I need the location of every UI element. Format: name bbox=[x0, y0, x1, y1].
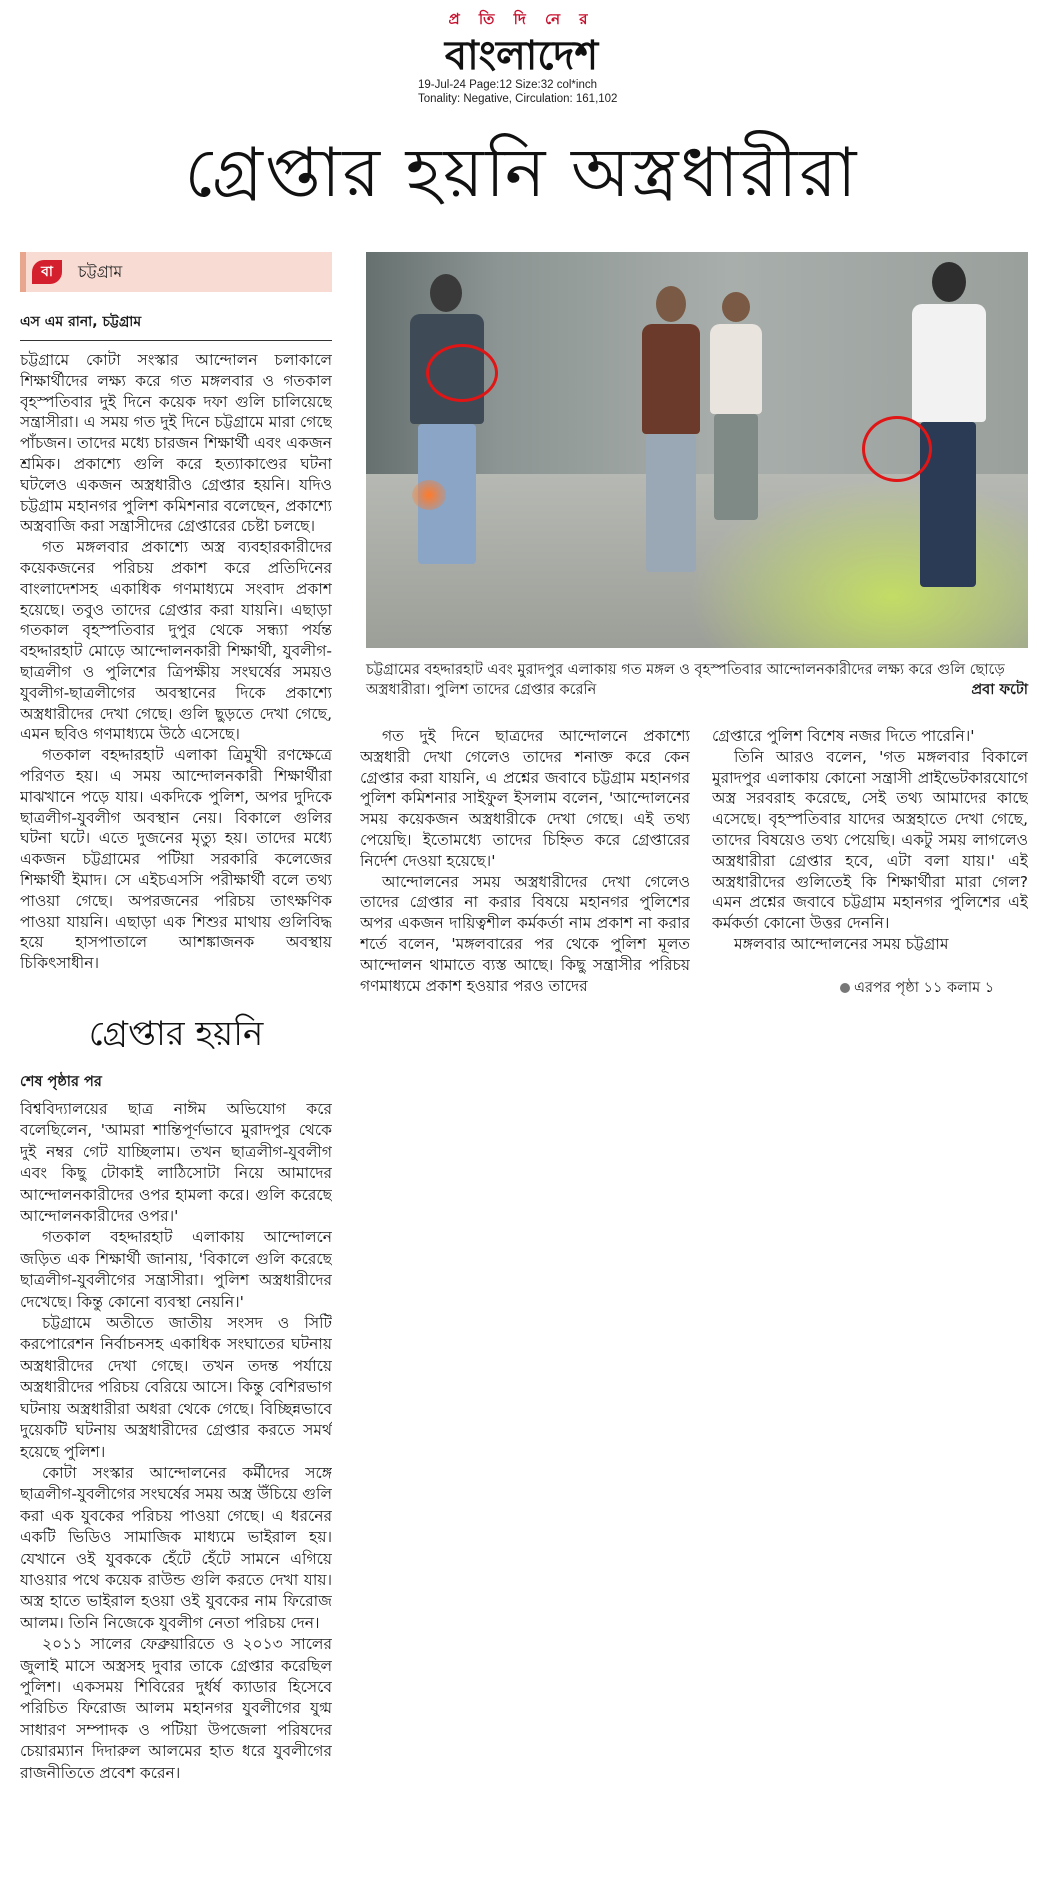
bullet-icon bbox=[840, 983, 850, 993]
photo-person-back bbox=[706, 292, 766, 522]
byline: এস এম রানা, চট্টগ্রাম bbox=[20, 310, 332, 341]
masthead bbox=[0, 8, 1043, 78]
photo-person-left bbox=[406, 274, 486, 574]
paragraph: তিনি আরও বলেন, 'গত মঙ্গলবার বিকালে মুরাদপুর এলাকায় কোনো সন্ত্রাসী প্রাইভেটকারযোগে অস্ত্র সরবরাহ করেছে, সেই তথ্য আমাদের কাছে এসেছে। বৃহস্পতিবার যাদের অস্ত্রহাতে দেখা গেছে, তাদের বিষয়েও তথ্য পেয়েছি। একটু সময় লাগলেও অস্ত্রধারীরা গ্রেপ্তার হবে, এটা বলা যায়।' এই অস্ত্রধারীদের গুলিতেই কি শিক্ষার্থীরা মারা গেল? এমন প্রশ্নের জবাবে চট্টগ্রাম মহানগর পুলিশের এই কর্মকর্তা কোনো উত্তর দেননি। bbox=[712, 747, 1028, 933]
article-column-4 bbox=[20, 1099, 332, 1889]
paragraph: গতকাল বহদ্দারহাট এলাকায় আন্দোলনে জড়িত এক শিক্ষার্থী জানায়, 'বিকালে গুলি করেছে ছাত্রলীগ-যুবলীগের সন্ত্রাসীরা। পুলিশ অস্ত্রধারীদের দেখেছে। কিন্তু কোনো ব্যবস্থা নেয়নি।' bbox=[20, 1228, 332, 1311]
newspaper-logo: বাংলাদেশ bbox=[444, 33, 599, 79]
main-headline: গ্রেপ্তার হয়নি অস্ত্রধারীরা bbox=[184, 134, 859, 213]
metadata-line-1: 19-Jul-24 Page:12 Size:32 col*inch bbox=[418, 79, 598, 91]
continued-notice bbox=[840, 977, 994, 1001]
section-logo-icon: বা bbox=[32, 260, 62, 284]
clipping-metadata bbox=[418, 78, 617, 106]
continued-text: এরপর পৃষ্ঠা ১১ কলাম ১ bbox=[854, 980, 995, 996]
paragraph: বিশ্ববিদ্যালয়ের ছাত্র নাঈম অভিযোগ করে বলেছিলেন, 'আমরা শান্তিপূর্ণভাবে মুরাদপুর থেকে দুই নম্বর গেট যাচ্ছিলাম। তখন ছাত্রলীগ-যুবলীগ এবং কিছু টোকাই লাঠিসোটা নিয়ে আমাদের আন্দোলনকারীদের ওপর হামলা করে। গুলি করেছে আন্দোলনকারীদের ওপর।' bbox=[20, 1100, 332, 1226]
article-column-3 bbox=[712, 726, 1028, 996]
photo-caption bbox=[366, 660, 1028, 700]
photo-flare bbox=[412, 480, 446, 510]
paragraph: ২০১১ সালের ফেব্রুয়ারিতে ও ২০১৩ সালের জুলাই মাসে অস্ত্রসহ দুবার তাকে গ্রেপ্তার করেছিল পুলিশ। একসময় শিবিরের দুর্ধর্ষ ক্যাডার হিসেবে পরিচিত ফিরোজ আলম মহানগর যুবলীগের যুগ্ম সাধারণ সম্পাদক ও পটিয়া উপজেলা পরিষদের চেয়ারম্যান দিদারুল আলমের হাত ধরে যুবলীগের রাজনীতিতে প্রবেশ করেন। bbox=[20, 1635, 332, 1782]
highlight-circle-left bbox=[426, 344, 498, 402]
jump-label: শেষ পৃষ্ঠার পর bbox=[20, 1074, 102, 1090]
section-name: চট্টগ্রাম bbox=[78, 261, 123, 281]
paragraph: চট্টগ্রামে কোটা সংস্কার আন্দোলন চলাকালে শিক্ষার্থীদের লক্ষ্য করে গত মঙ্গলবার ও গতকাল বৃহস্পতিবার দুই দিনে কয়েক দফা গুলি চালিয়েছে সন্ত্রাসীরা। এ সময় গত দুই দিনে চট্টগ্রামে মারা গেছে পাঁচজন। তাদের মধ্যে চারজন শিক্ষার্থী এবং একজন শ্রমিক। প্রকাশ্যে গুলি করে হত্যাকাণ্ডের ঘটনা ঘটলেও একজন অস্ত্রধারীও গ্রেপ্তার হয়নি। যদিও চট্টগ্রাম মহানগর পুলিশ কমিশনার বলেছেন, প্রকাশ্যে অস্ত্রবাজি করা সন্ত্রাসীদের গ্রেপ্তারের চেষ্টা চলছে। bbox=[20, 351, 332, 536]
caption-text: চট্টগ্রামের বহদ্দারহাট এবং মুরাদপুর এলাকায় গত মঙ্গল ও বৃহস্পতিবার আন্দোলনকারীদের লক্ষ্য করে গুলি ছোড়ে অস্ত্রধারীরা। পুলিশ তাদের গ্রেপ্তার করেনি bbox=[366, 662, 1005, 698]
jump-headline: গ্রেপ্তার হয়নি bbox=[88, 1014, 264, 1054]
section-banner bbox=[20, 252, 332, 292]
masthead-tagline: প্র তি দি নে র bbox=[448, 10, 595, 28]
article-column-2 bbox=[360, 726, 690, 1006]
paragraph: গত মঙ্গলবার প্রকাশ্যে অস্ত্র ব্যবহারকারীদের কয়েকজনের পরিচয় প্রকাশ করে প্রতিদিনের বাংলাদেশসহ একাধিক গণমাধ্যমে সংবাদ প্রকাশ হয়েছে। তবুও তাদের গ্রেপ্তার করা যায়নি। এছাড়া গতকাল বৃহস্পতিবার দুপুর থেকে সন্ধ্যা পর্যন্ত বহদ্দারহাট মোড়ে আন্দোলনকারী শিক্ষার্থী, যুবলীগ-ছাত্রলীগ ও পুলিশের ত্রিপক্ষীয় সংঘর্ষের সময়ও যুবলীগ-ছাত্রলীগের অবস্থানের দিকে প্রকাশ্যে অস্ত্রধারীদের দেখা গেছে। গুলি ছুড়তে দেখা গেছে, এমন ছবিও গণমাধ্যমে উঠে এসেছে। bbox=[20, 538, 332, 744]
news-photo bbox=[366, 252, 1028, 648]
paragraph: কোটা সংস্কার আন্দোলনের কর্মীদের সঙ্গে ছাত্রলীগ-যুবলীগের সংঘর্ষের সময় অস্ত্র উঁচিয়ে গুলি করা এক যুবকের পরিচয় পাওয়া গেছে। এ ধরনের একটি ভিডিও সামাজিক মাধ্যমে ভাইরাল হয়। যেখানে ওই যুবককে হেঁটে হেঁটে সামনে এগিয়ে যাওয়ার পথে কয়েক রাউন্ড গুলি করতে দেখা যায়। অস্ত্র হাতে ভাইরাল হওয়া ওই যুবকের নাম ফিরোজ আলম। তিনি নিজেকে যুবলীগ নেতা পরিচয় দেন। bbox=[20, 1463, 332, 1632]
paragraph: গতকাল বহদ্দারহাট এলাকা ত্রিমুখী রণক্ষেত্রে পরিণত হয়। এ সময় আন্দোলনকারী শিক্ষার্থীরা মাঝখানে পড়ে যায়। একদিকে পুলিশ, অপর দুদিকে ছাত্রলীগ-যুবলীগ অবস্থান নেয়। বিকালে গুলির ঘটনা ঘটে। এতে দুজনের মৃত্যু হয়। তাদের মধ্যে একজন চট্টগ্রামের পটিয়া সরকারি কলেজের শিক্ষার্থী ইমাদ। সে এইচএসসি পরীক্ষার্থী বলে তথ্য পাওয়া গেছে। অপরজনের পরিচয় তাৎক্ষণিক পাওয়া যায়নি। এছাড়া এক শিশুর মাথায় গুলিবিদ্ধ হয়ে হাসপাতালে আশঙ্কাজনক অবস্থায় চিকিৎসাধীন। bbox=[20, 746, 332, 973]
paragraph: গ্রেপ্তারে পুলিশ বিশেষ নজর দিতে পারেনি।' bbox=[712, 727, 975, 745]
metadata-line-2: Tonality: Negative, Circulation: 161,102 bbox=[418, 93, 618, 105]
photo-credit: প্রবা ফটো bbox=[971, 682, 1028, 698]
photo-person-center bbox=[636, 286, 706, 576]
paragraph: আন্দোলনের সময় অস্ত্রধারীদের দেখা গেলেও তাদের গ্রেপ্তার না করার বিষয়ে মহানগর পুলিশের অপর একজন দায়িত্বশীল কর্মকর্তা নাম প্রকাশ না করার শর্তে বলেন, 'মঙ্গলবারের পর থেকে পুলিশ মূলত আন্দোলন থামাতে ব্যস্ত আছে। কিছু সন্ত্রাসীর পরিচয় গণমাধ্যমে প্রকাশ হওয়ার পরও তাদের bbox=[360, 872, 690, 995]
paragraph: মঙ্গলবার আন্দোলনের সময় চট্টগ্রাম bbox=[734, 934, 949, 953]
paragraph: চট্টগ্রামে অতীতে জাতীয় সংসদ ও সিটি করপোরেশন নির্বাচনসহ একাধিক সংঘাতের ঘটনায় অস্ত্রধারীদের দেখা গেছে। তখন তদন্ত পর্যায়ে অস্ত্রধারীদের পরিচয় বেরিয়ে আসে। কিন্তু বেশিরভাগ ঘটনায় অস্ত্রধারীরা অধরা থেকে গেছে। বিচ্ছিন্নভাবে দুয়েকটি ঘটনায় অস্ত্রধারীদের গ্রেপ্তার করতে সমর্থ হয়েছে পুলিশ। bbox=[20, 1314, 332, 1461]
article-column-1 bbox=[20, 350, 332, 1030]
highlight-circle-right bbox=[862, 416, 932, 482]
paragraph: গত দুই দিনে ছাত্রদের আন্দোলনে প্রকাশ্যে অস্ত্রধারী দেখা গেলেও তাদের শনাক্ত করে কেন গ্রেপ্তার করা যায়নি, এ প্রশ্নের জবাবে চট্টগ্রাম মহানগর পুলিশ কমিশনার সাইফুল ইসলাম বলেন, 'আন্দোলনের সময় কয়েকজন অস্ত্রধারীকে দেখা গেছে। এই তথ্য পেয়েছি। ইতোমধ্যে তাদের চিহ্নিত করে গ্রেপ্তারের নির্দেশ দেওয়া হয়েছে।' bbox=[360, 727, 690, 870]
